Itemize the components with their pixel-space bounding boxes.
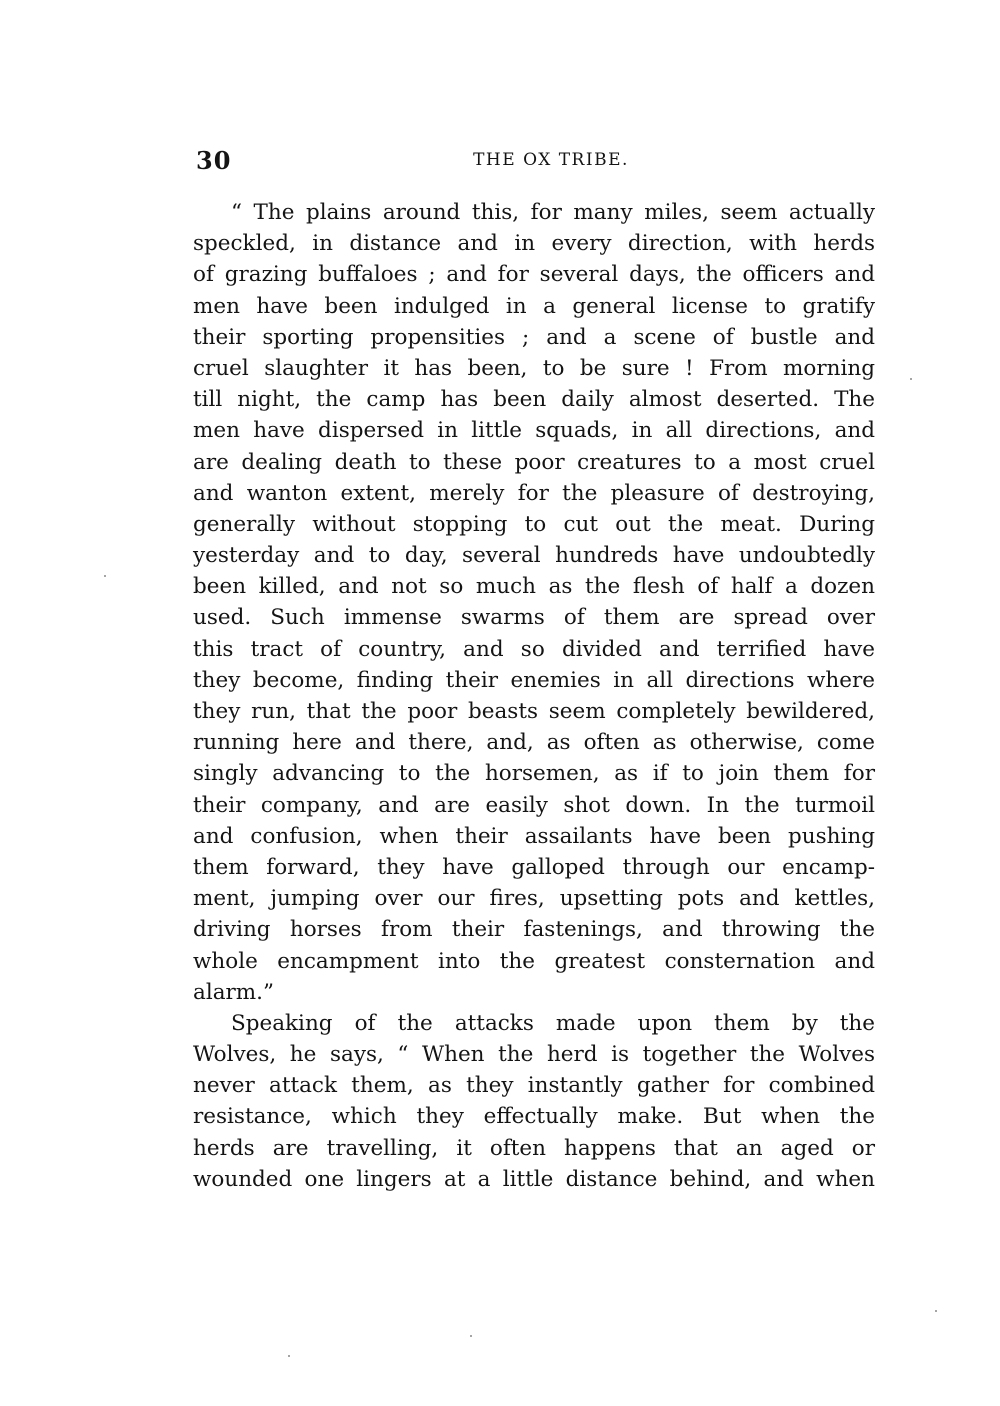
text-line: herds are travelling, it often happens that an aged or — [193, 1135, 875, 1161]
paper-speck — [470, 1335, 472, 1337]
text-line: speckled, in distance and in every direction, with herds — [193, 231, 875, 257]
text-line: and confusion, when their assailants have been pushing — [193, 823, 875, 849]
text-line: running here and there, and, as often as otherwise, come — [193, 730, 875, 756]
running-head — [196, 146, 876, 176]
page-number: 30 — [196, 146, 232, 175]
text-line: yesterday and to day, several hundreds have undoubtedly — [193, 543, 875, 569]
text-line: generally without stopping to cut out the meat. During — [193, 511, 875, 537]
text-line: Speaking of the attacks made upon them by the — [231, 1010, 875, 1036]
text-line: till night, the camp has been daily almost deserted. The — [193, 387, 875, 413]
paper-speck — [104, 575, 106, 577]
text-line: driving horses from their fastenings, and throwing the — [193, 917, 875, 943]
text-line: whole encampment into the greatest consternation and — [193, 948, 875, 974]
text-line: this tract of country, and so divided and terrified have — [193, 636, 875, 662]
text-line: they become, finding their enemies in all directions where — [193, 667, 875, 693]
text-line: singly advancing to the horsemen, as if to join them for — [193, 761, 875, 787]
text-line: and wanton extent, merely for the pleasure of destroying, — [193, 480, 875, 506]
text-line: men have dispersed in little squads, in all directions, and — [193, 418, 875, 444]
text-line: used. Such immense swarms of them are spread over — [193, 605, 875, 631]
text-line: been killed, and not so much as the flesh of half a dozen — [193, 574, 875, 600]
paper-speck — [935, 1310, 937, 1312]
text-line: Wolves, he says, “ When the herd is together the Wolves — [193, 1042, 875, 1068]
text-line: them forward, they have galloped through our encamp- — [193, 854, 875, 880]
text-line: cruel slaughter it has been, to be sure ! From morning — [193, 355, 875, 381]
text-line: are dealing death to these poor creatures to a most cruel — [193, 449, 875, 475]
text-line: of grazing buffaloes ; and for several days, the officers and — [193, 262, 875, 288]
text-line: they run, that the poor beasts seem completely bewildered, — [193, 699, 875, 724]
text-line: their company, and are easily shot down. In the turmoil — [193, 792, 875, 818]
text-line: never attack them, as they instantly gather for combined — [193, 1073, 875, 1099]
text-line: resistance, which they effectually make. But when the — [193, 1104, 875, 1130]
text-line: “ The plains around this, for many miles, seem actually — [231, 200, 875, 225]
paper-speck — [910, 378, 912, 380]
text-line: alarm.” — [193, 979, 275, 1005]
text-line: wounded one lingers at a little distance behind, and when — [193, 1166, 875, 1192]
body-text — [193, 197, 875, 1195]
text-line: their sporting propensities ; and a scene of bustle and — [193, 324, 875, 350]
paper-speck — [288, 1355, 290, 1357]
running-title: THE OX TRIBE. — [473, 150, 629, 170]
text-line: men have been indulged in a general license to gratify — [193, 293, 875, 319]
text-line: ment, jumping over our fires, upsetting pots and kettles, — [193, 886, 875, 912]
